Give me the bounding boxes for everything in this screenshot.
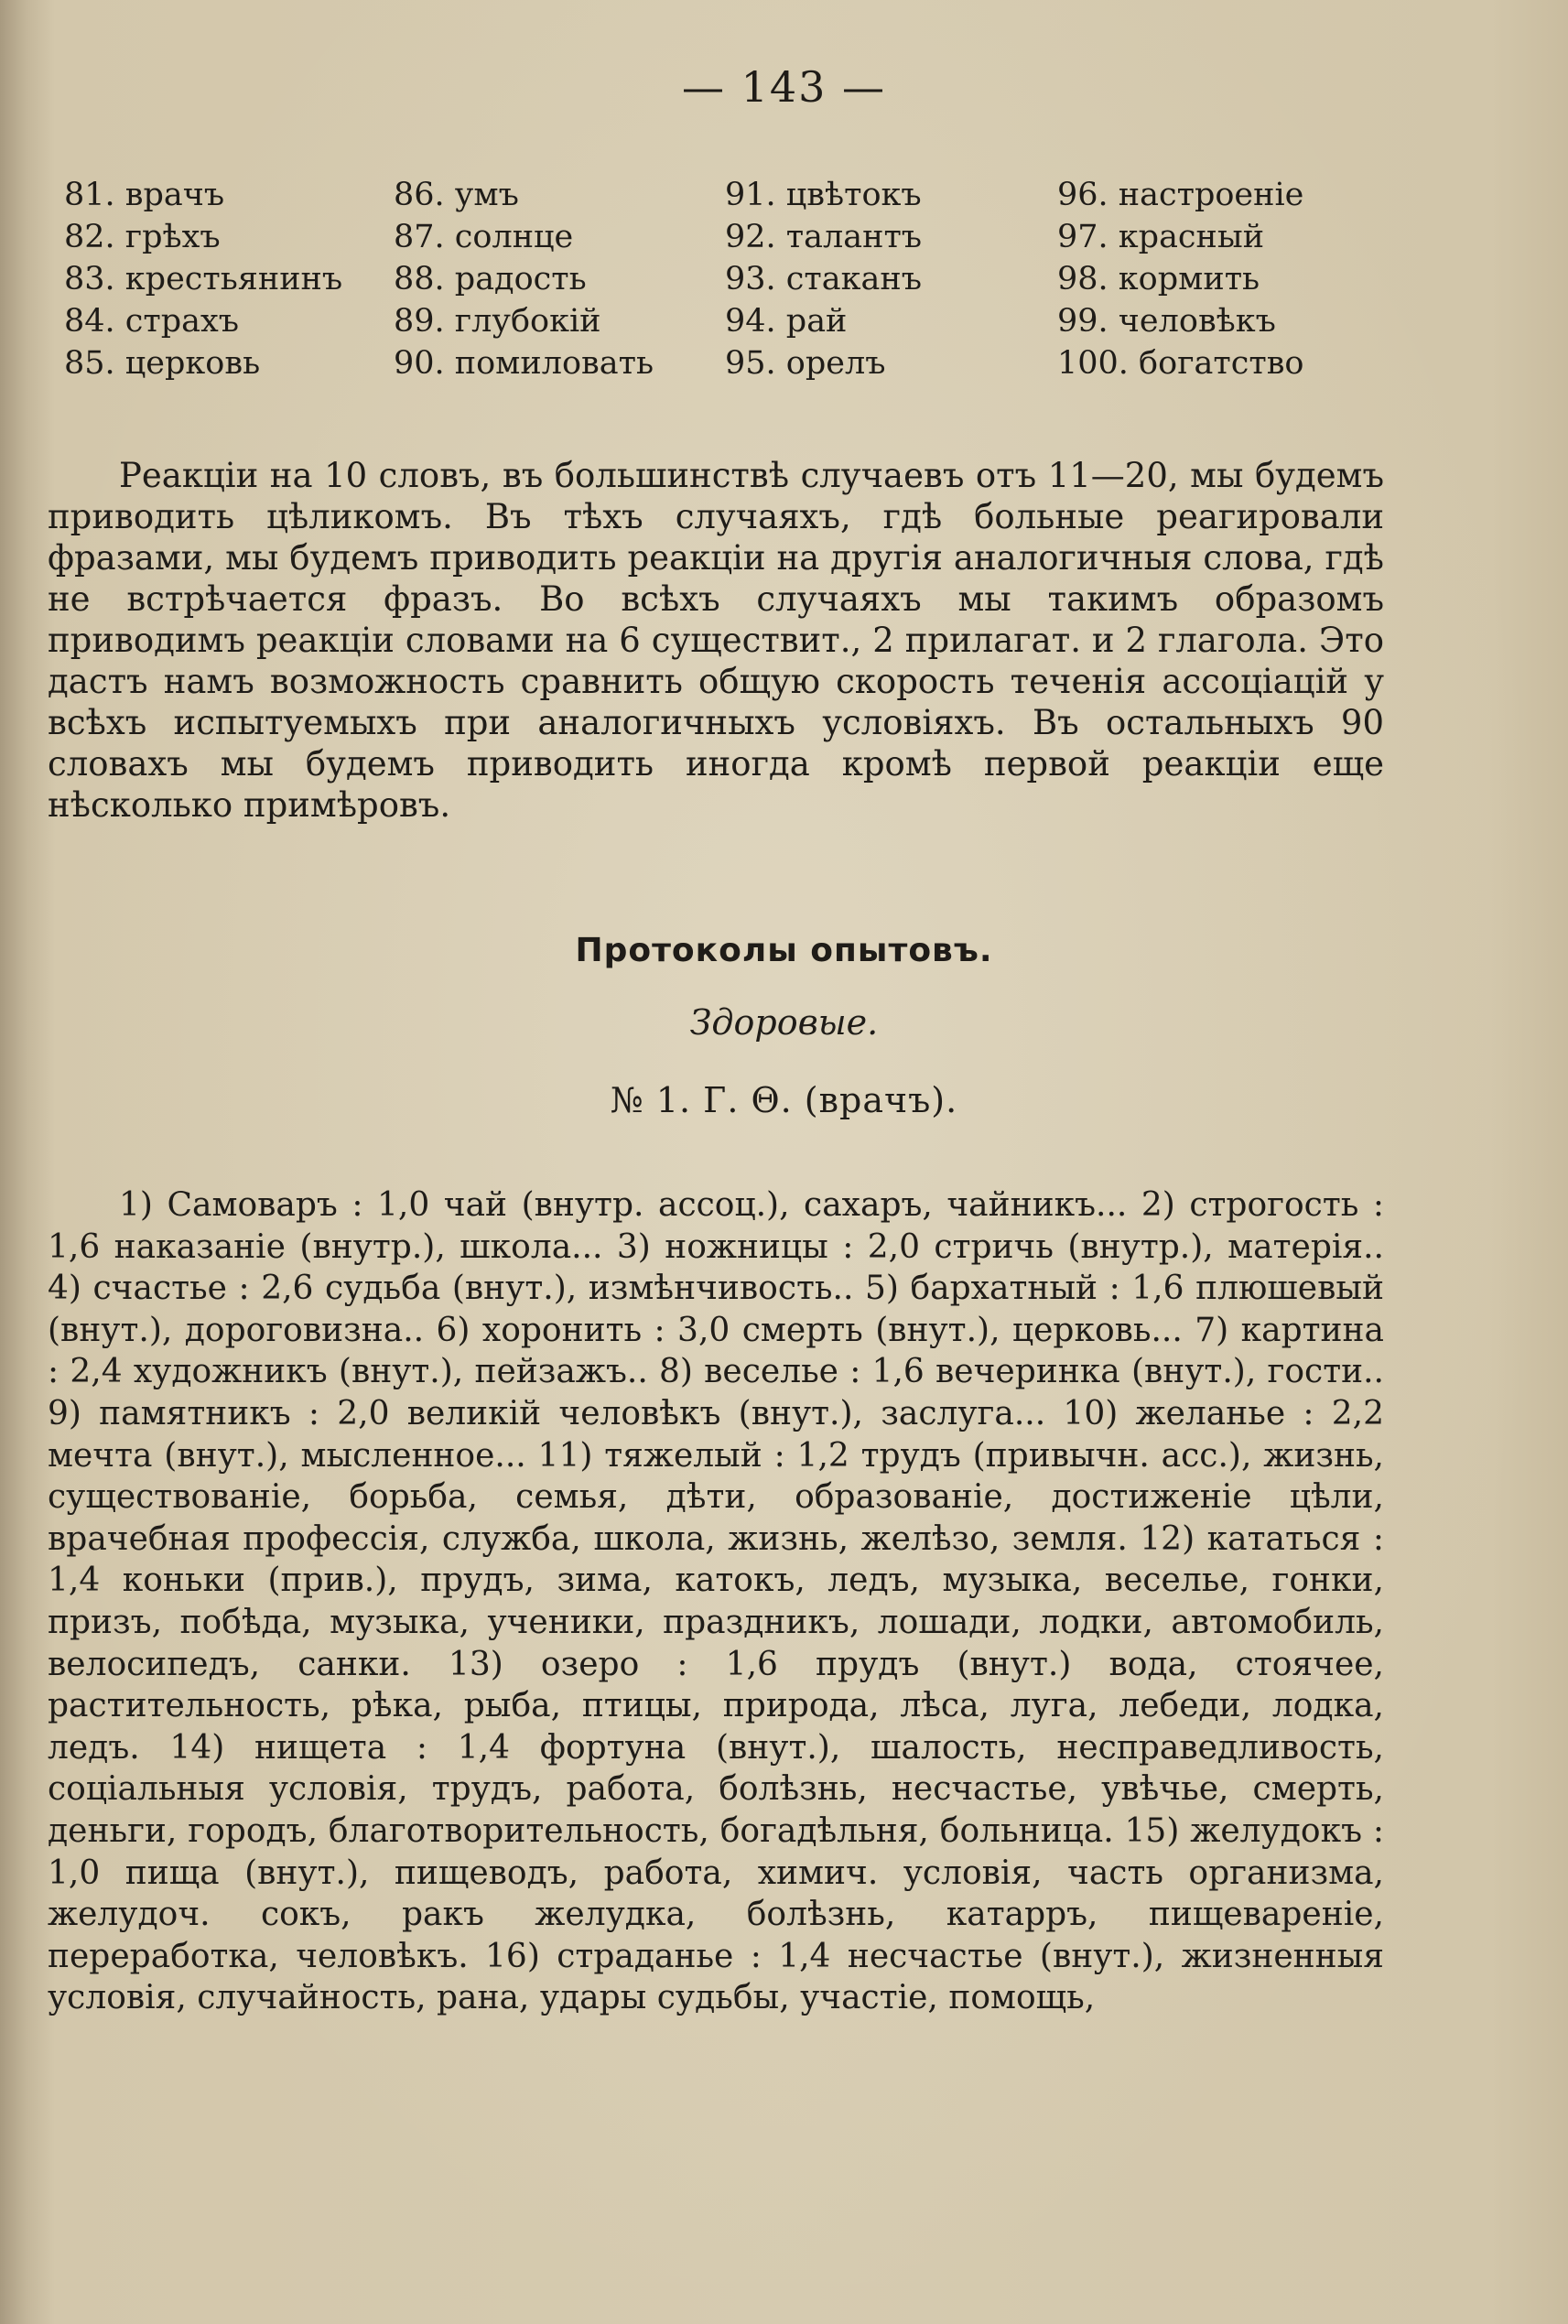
- word-item: 92. талантъ: [725, 219, 923, 255]
- word-item: 96. настроенiе: [1057, 177, 1304, 213]
- page-number: — 143 —: [681, 62, 887, 112]
- word-item: 93. стаканъ: [725, 261, 922, 297]
- word-item: 84. страхъ: [64, 303, 240, 340]
- word-item: 82. грѣхъ: [64, 219, 221, 255]
- word-item: 89. глубокiй: [394, 303, 601, 340]
- word-item: 81. врачъ: [64, 177, 225, 213]
- word-item: 98. кормить: [1057, 261, 1260, 297]
- word-column-1: [64, 174, 342, 384]
- word-item: 90. помиловать: [394, 345, 654, 382]
- word-item: 85. церковь: [64, 345, 261, 382]
- word-column-4: [1057, 174, 1304, 384]
- protocol-title: № 1. Г. Θ. (врачъ).: [610, 1080, 958, 1120]
- word-item: 86. умъ: [394, 177, 519, 213]
- protocol-paragraph: 1) Самоваръ : 1,0 чай (внутр. ассоц.), сахаръ, чайникъ... 2) строгость : 1,6 наказанiе (внутр.), школа... 3) ножницы : 2,0 стричь (внутр.), матерiя.. 4) счастье : 2,6 судьба (внут.), измѣнчивость.. 5) бархатный : 1,6 плюшевый (внут.), дороговизна.. 6) хоронить : 3,0 смерть (внут.), церковь... 7) картина : 2,4 художникъ (внут.), пейзажъ.. 8) веселье : 1,6 вечеринка (внут.), гости.. 9) памятникъ : 2,0 великiй человѣкъ (внут.), заслуга... 10) желанье : 2,2 мечта (внут.), мысленное... 11) тяжелый : 1,2 трудъ (привычн. асс.), жизнь, существованiе, борьба, семья, дѣти, образованiе, достиженiе цѣли, врачебная профессiя, служба, школа, жизнь, желѣзо, земля. 12) кататься : 1,4 коньки (прив.), прудъ, зима, катокъ, ледъ, музыка, веселье, гонки, призъ, побѣда, музыка, ученики, праздникъ, лошади, лодки, автомобиль, велосипедъ, санки. 13) озеро : 1,6 прудъ (внут.) вода, стоячее, растительность, рѣка, рыба, птицы, природа, лѣса, луга, лебеди, лодка, ледъ. 14) нищета : 1,4 фортуна (внут.), шалость, несправедливость, соцiальныя условiя, трудъ, работа, болѣзнь, несчастье, увѣчье, смерть, деньги, городъ, благотворительность, богадѣльня, больница. 15) желудокъ : 1,0 пища (внут.), пищеводъ, работа, химич. условiя, часть организма, желудоч. сокъ, ракъ желудка, болѣзнь, катарръ, пищеваренiе, переработка, человѣкъ. 16) страданье : 1,4 несчастье (внут.), жизненныя условiя, случайность, рана, удары судьбы, участiе, помощь,: [48, 1186, 1384, 2017]
- section-title: Протоколы опытовъ.: [575, 932, 993, 969]
- stimulus-word-list: [64, 174, 1373, 394]
- word-item: 94. рай: [725, 303, 848, 340]
- word-column-3: [725, 174, 922, 384]
- intro-paragraph: Реакцiи на 10 словъ, въ большинствѣ случаевъ отъ 11—20, мы будемъ приводить цѣликомъ. Въ тѣхъ случаяхъ, гдѣ больные реагировали фразами, мы будемъ приводить реакцiи на другiя аналогичныя слова, гдѣ не встрѣчается фразъ. Во всѣхъ случаяхъ мы такимъ образомъ приводимъ реакцiи словами на 6 существит., 2 прилагат. и 2 глагола. Это дастъ намъ возможность сравнить общую скорость теченiя ассоцiацiй у всѣхъ испытуемыхъ при аналогичныхъ условiяхъ. Въ остальныхъ 90 словахъ мы будемъ приводить иногда кромѣ первой реакцiи еще нѣсколько примѣровъ.: [48, 456, 1384, 825]
- word-column-2: [394, 174, 654, 384]
- word-item: 83. крестьянинъ: [64, 261, 343, 297]
- word-item: 91. цвѣтокъ: [725, 177, 922, 213]
- word-item: 88. радость: [394, 261, 587, 297]
- word-item: 97. красный: [1057, 219, 1265, 255]
- word-item: 100. богатство: [1057, 345, 1304, 382]
- word-item: 95. орелъ: [725, 345, 886, 382]
- word-item: 99. человѣкъ: [1057, 303, 1276, 340]
- word-item: 87. солнце: [394, 219, 574, 255]
- section-subtitle: Здоровые.: [689, 1002, 879, 1043]
